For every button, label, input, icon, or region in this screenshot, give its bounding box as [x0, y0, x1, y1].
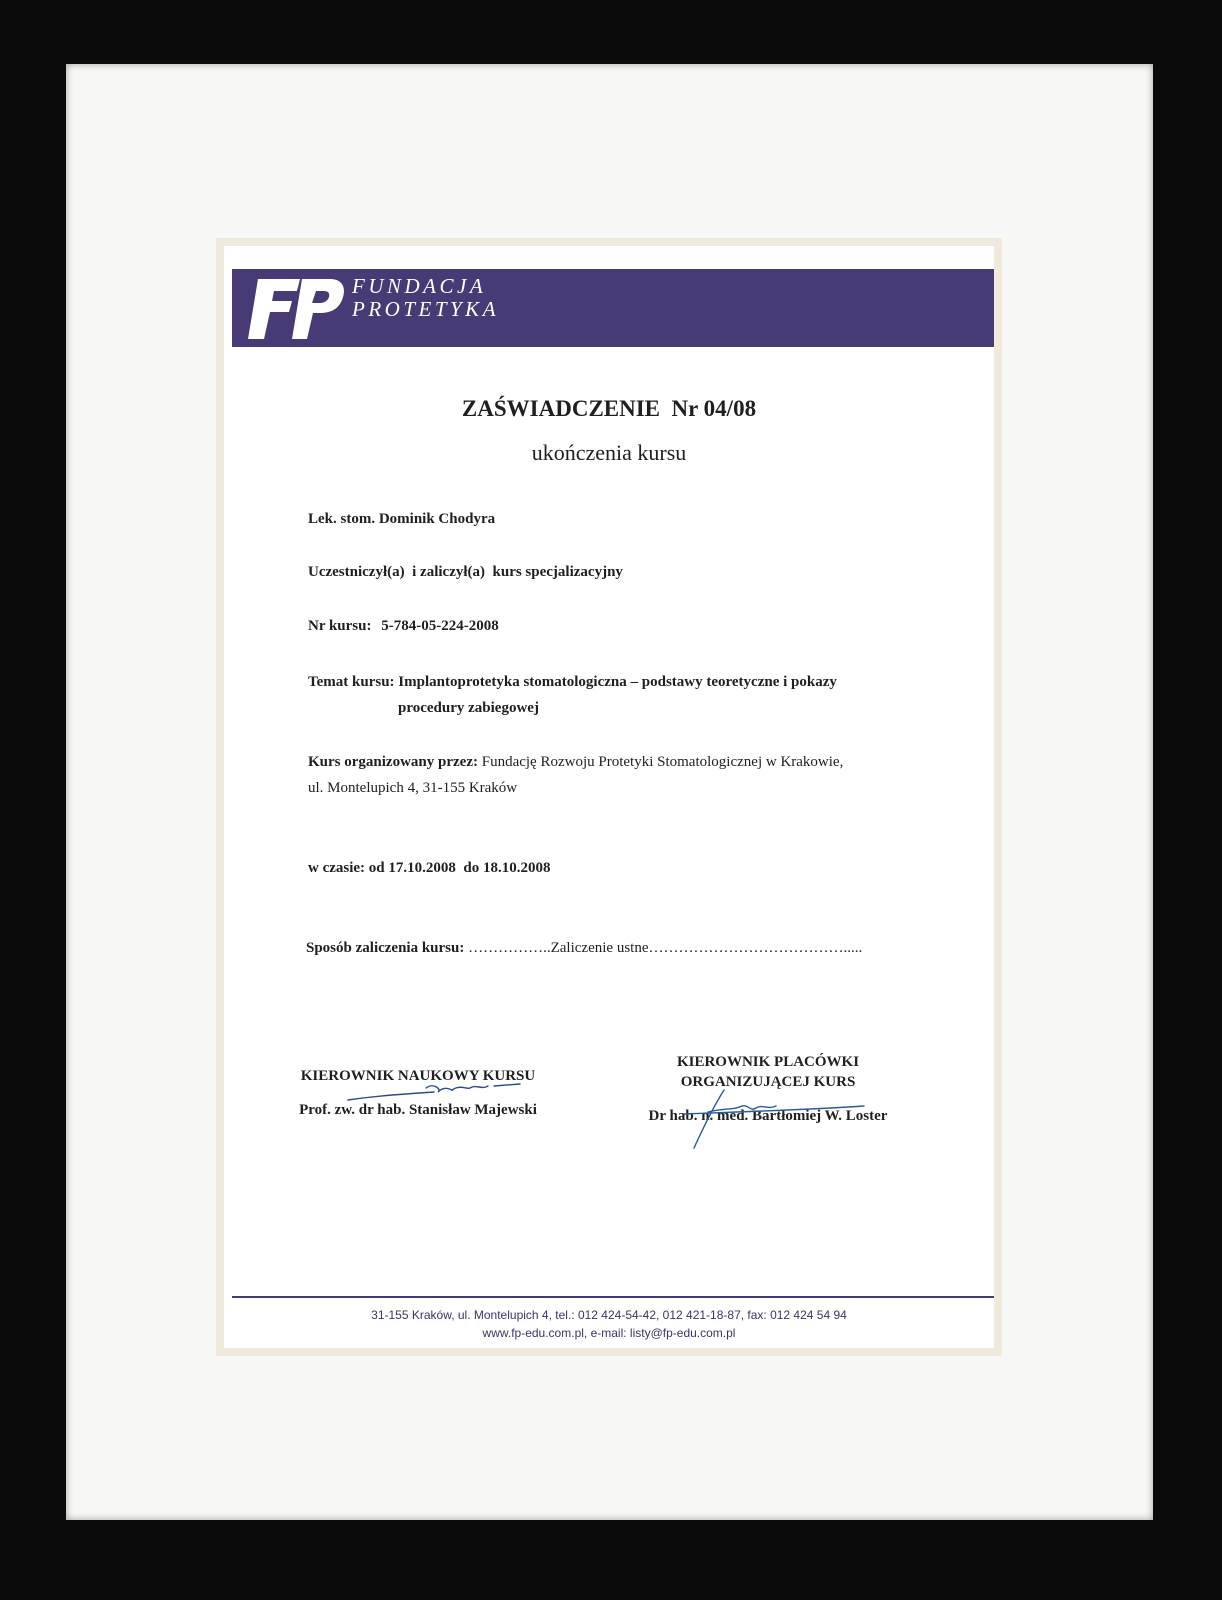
course-topic-line2: procedury zabiegowej — [398, 700, 539, 716]
footer-web-email: www.fp-edu.com.pl, e-mail: listy@fp-edu.com.pl — [482, 1326, 736, 1340]
footer-address: 31-155 Kraków, ul. Montelupich 4, tel.: 012 424-54-42, 012 421-18-87, fax: 012 424 54 94 — [371, 1308, 847, 1322]
recipient-name: Lek. stom. Dominik Chodyra — [308, 511, 496, 527]
institution-director-title1: KIEROWNIK PLACÓWKI — [676, 1054, 860, 1070]
fp-logo-icon — [244, 277, 344, 341]
completion-value: ……………..Zaliczenie ustne…………………………………..... — [464, 940, 863, 956]
institution-director-name: Dr hab. n. med. Bartłomiej W. Loster — [648, 1108, 888, 1124]
course-number-row — [308, 618, 499, 635]
scientific-director-title: KIEROWNIK NAUKOWY KURSU — [300, 1068, 536, 1084]
certificate-title: ZAŚWIADCZENIE Nr 04/08 — [461, 396, 757, 421]
scientific-director-name: Prof. zw. dr hab. Stanisław Majewski — [299, 1102, 537, 1118]
organizer-label: Kurs organizowany przez: — [308, 754, 478, 770]
completion-label: Sposób zaliczenia kursu: — [306, 940, 465, 956]
course-period: w czasie: od 17.10.2008 do 18.10.2008 — [308, 860, 551, 876]
completion-row — [306, 940, 862, 957]
certificate-subtitle: ukończenia kursu — [531, 440, 687, 465]
course-number-label: Nr kursu: — [308, 618, 372, 634]
institution-director-title2: ORGANIZUJĄCEJ KURS — [680, 1074, 856, 1090]
participation-statement: Uczestniczył(a) i zaliczył(a) kurs specjalizacyjny — [308, 564, 623, 580]
organizer-line2: ul. Montelupich 4, 31-155 Kraków — [308, 780, 518, 796]
course-topic-line1: Implantoprotetyka stomatologiczna – podstawy teoretyczne i pokazy — [398, 674, 837, 690]
course-number-value: 5-784-05-224-2008 — [381, 618, 499, 634]
org-name-line2: PROTETYKA — [352, 297, 500, 321]
organizer-row — [308, 754, 843, 771]
course-topic-row — [308, 674, 837, 691]
org-name-line1: FUNDACJA — [352, 274, 487, 298]
org-name — [352, 275, 499, 321]
organizer-line1: Fundację Rozwoju Protetyki Stomatologicznej w Krakowie, — [481, 754, 844, 770]
certificate-sheet — [224, 246, 994, 1348]
header-banner — [232, 269, 994, 347]
scientific-director-signature — [344, 1076, 524, 1106]
footer-divider — [232, 1296, 994, 1298]
institution-director-signature — [664, 1082, 874, 1152]
course-topic-label: Temat kursu: — [308, 674, 395, 690]
footer-contact — [224, 1306, 994, 1342]
